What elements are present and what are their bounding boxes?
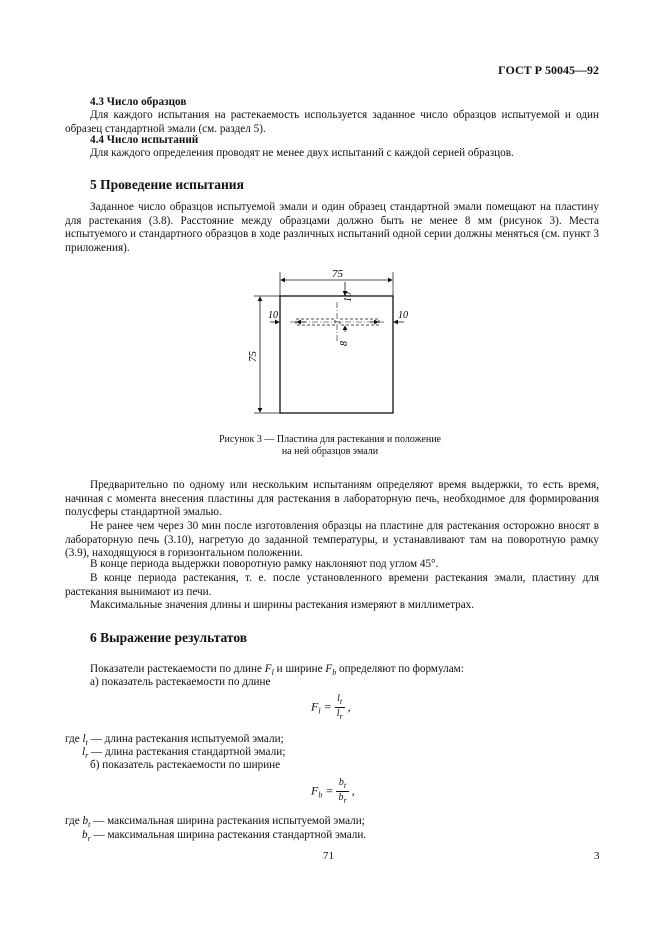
standard-number: ГОСТ Р 50045—92	[498, 63, 599, 77]
top-offset-label: 10	[343, 292, 354, 302]
page-number-center: 71	[323, 850, 334, 862]
figure-3-diagram	[240, 262, 430, 422]
where-lr: $l_r$ — длина растекания стандартной эмали;	[82, 746, 286, 761]
where-lt: где $l_t$ — длина растекания испытуемой эмали;	[65, 733, 284, 748]
item-a-length: а) показатель растекаемости по длине	[90, 676, 271, 688]
section-5-paragraph-6: Максимальные значения длины и ширины растекания измеряют в миллиметрах.	[90, 599, 475, 611]
section-6-heading: 6 Выражение результатов	[90, 630, 248, 645]
section-5-heading: 5 Проведение испытания	[90, 177, 244, 192]
right-offset-label: 10	[398, 310, 408, 321]
formula-length: $F_l$ = $\frac{l_t}{l_r}$ ,	[311, 693, 351, 721]
height-dimension-label: 75	[247, 351, 259, 362]
page-number-right: 3	[594, 850, 600, 862]
width-dimension-label: 75	[332, 268, 343, 280]
section-4-4-text: Для каждого определения проводят не менее двух испытаний с каждой серией образцов.	[90, 147, 514, 159]
figure-3-caption-line-2: на ней образцов эмали	[281, 446, 379, 457]
plate-rectangle	[280, 296, 393, 413]
gap-label: 8	[339, 341, 350, 346]
section-5-paragraph-1: Заданное число образцов испытуемой эмали и один образец стандартной эмали помещают на пластину для растекания (3.8). Расстояние между образцами должно быть не менее 8 мм (рисунок 3). Места испытуемого и стандартного образцов в ходе различных испытаний одной серии должны меняться (см. пункт 3 приложения).	[65, 201, 599, 254]
figure-3-caption-line-1: Рисунок 3 — Пластина для растекания и положение	[218, 434, 441, 445]
left-offset-label: 10	[268, 310, 278, 321]
item-b-width: б) показатель растекаемости по ширине	[90, 759, 281, 771]
section-5-paragraph-2: Предварительно по одному или нескольким испытаниям определяют время выдержки, то есть время, начиная с момента внесения пластины для растекания в лабораторную печь, необходимое для формирования полусферы стандартной эмалью.	[65, 479, 599, 519]
where-br: $b_r$ — максимальная ширина растекания стандартной эмали.	[82, 829, 367, 844]
formula-width: $F_b$ = $\frac{b_t}{b_r}$ ,	[311, 777, 355, 805]
section-5-paragraph-5: В конце периода растекания, т. е. после установленного времени растекания эмали, пластину для растекания вынимают из печи.	[65, 572, 599, 598]
section-6-intro: Показатели растекаемости по длине $F_l$ и ширине $F_b$ определяют по формулам:	[90, 663, 464, 678]
section-4-3-text: Для каждого испытания на растекаемость используется заданное число образцов испытуемой и один образец стандартной эмали (см. раздел 5).	[65, 109, 599, 135]
section-5-paragraph-4: В конце периода выдержки поворотную рамку наклоняют под углом 45°.	[90, 558, 439, 570]
section-5-paragraph-3: Не ранее чем через 30 мин после изготовления образцы на пластине для растекания осторожно вносят в лабораторную печь (3.10), нагретую до заданной температуры, и устанавливают там на поворотную рамку (3.9), находящуюся в горизонтальном положении.	[65, 520, 599, 560]
section-4-4-heading: 4.4 Число испытаний	[90, 134, 199, 146]
section-4-3-heading: 4.3 Число образцов	[90, 96, 187, 108]
where-bt: где $b_t$ — максимальная ширина растекания испытуемой эмали;	[65, 815, 365, 830]
